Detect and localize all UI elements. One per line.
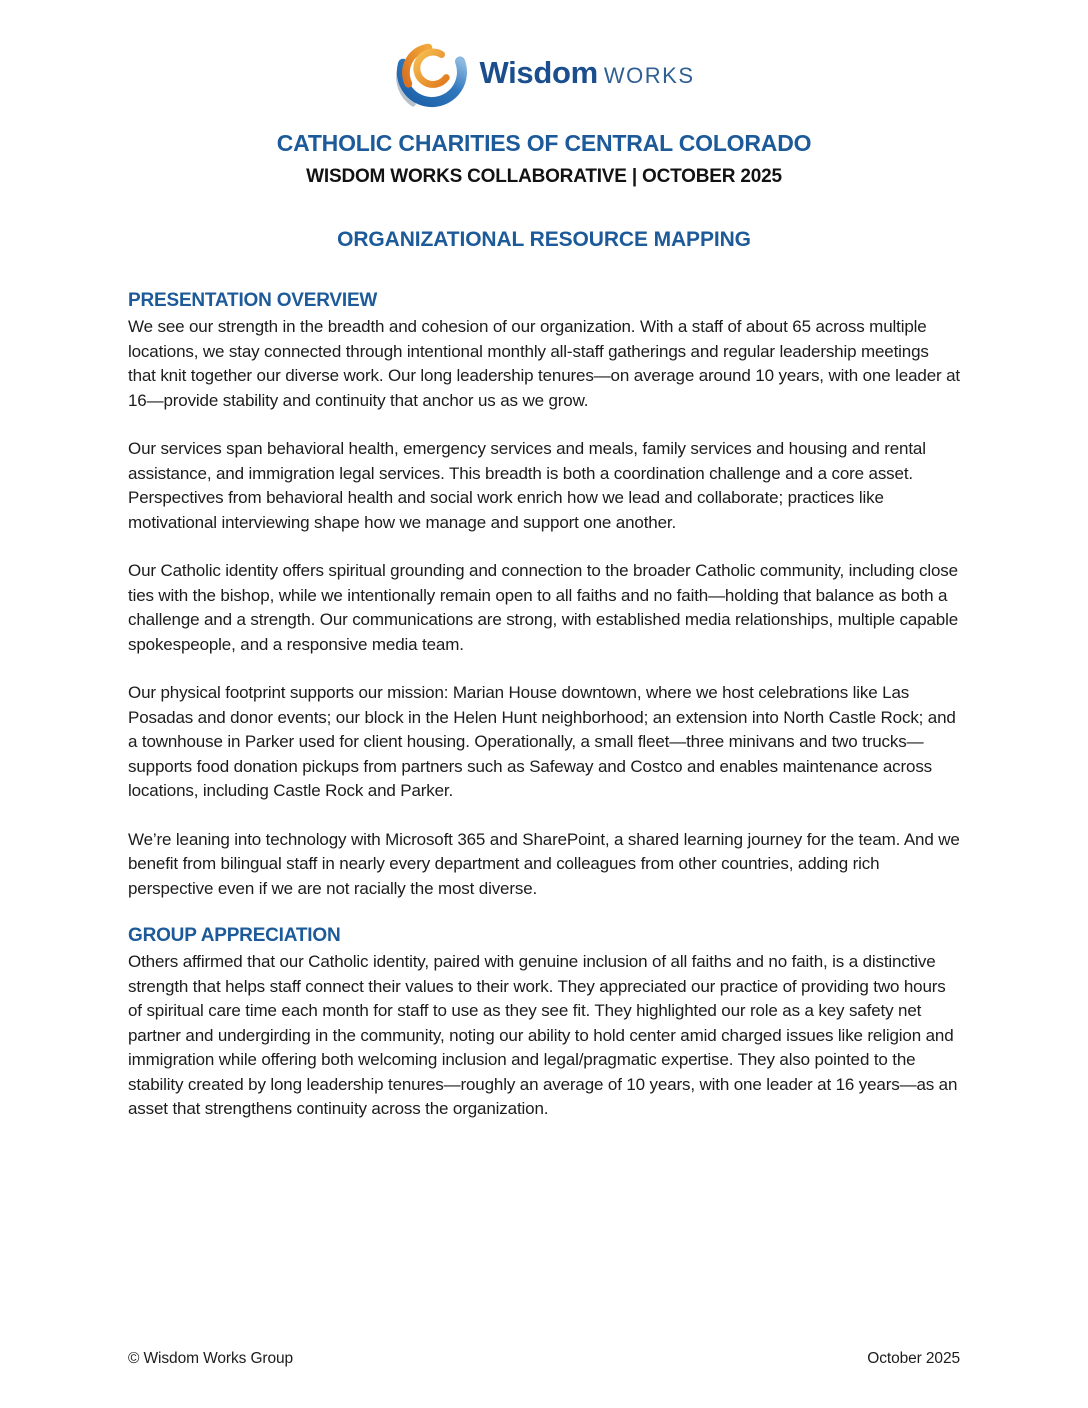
section-heading: PRESENTATION OVERVIEW [128, 290, 378, 311]
logo-works-text: works [603, 55, 695, 90]
logo-wordmark [479, 55, 694, 91]
section-presentation-overview [128, 290, 960, 901]
logo [128, 34, 960, 112]
footer-date: October 2025 [867, 1350, 960, 1367]
paragraph: Our Catholic identity offers spiritual grounding and connection to the broader Catholic community, including close ties with the bishop, while we intentionally remain open to all faiths and no faith—holding that balance as both a challenge and a strength. Our communications are strong, with established media relationships, multiple capable spokespeople, and a responsive media team. [128, 561, 959, 654]
paragraph: We’re leaning into technology with Microsoft 365 and SharePoint, a shared learning journey for the team. And we benefit from bilingual staff in nearly every department and colleagues from other countries, adding rich perspective even if we are not racially the most diverse. [128, 829, 960, 898]
paragraph: We see our strength in the breadth and cohesion of our organization. With a staff of about 65 across multiple locations, we stay connected through intentional monthly all-staff gatherings and regular leadership meetings that knit together our diverse work. Our long leadership tenures—on average around 10 years, with one leader at 16—provide stability and continuity that anchor us as we grow. [128, 317, 960, 410]
page-footer [128, 1350, 960, 1368]
section-heading: GROUP APPRECIATION [128, 925, 341, 946]
wisdom-works-swirl-icon [393, 36, 467, 110]
logo-wisdom-text: Wisdom [479, 55, 598, 90]
organization-title: CATHOLIC CHARITIES OF CENTRAL COLORADO [276, 130, 812, 156]
document-subtitle: WISDOM WORKS COLLABORATIVE | OCTOBER 2025 [306, 166, 782, 187]
paragraph: Our physical footprint supports our mission: Marian House downtown, where we host celebrations like Las Posadas and donor events; our block in the Helen Hunt neighborhood; an extension into North Castle Rock; and a townhouse in Parker used for client housing. Operationally, a small fleet—three minivans and two trucks—supports food donation pickups from partners such as Safeway and Costco and enables maintenance across locations, including Castle Rock and Parker. [128, 683, 956, 800]
document-body [128, 290, 960, 1122]
document-title: ORGANIZATIONAL RESOURCE MAPPING [337, 228, 751, 251]
paragraph: Others affirmed that our Catholic identity, paired with genuine inclusion of all faiths and no faith, is a distinctive strength that helps staff connect their values to their work. They appreciated our practice of providing two hours of spiritual care time each month for staff to use as they see fit. They highlighted our role as a key safety net partner and undergirding in the community, noting our ability to hold center amid charged issues like religion and immigration while offering both welcoming inclusion and legal/pragmatic expertise. They also pointed to the stability created by long leadership tenures—roughly an average of 10 years, with one leader at 16 years—as an asset that strengthens continuity across the organization. [128, 952, 958, 1118]
paragraph: Our services span behavioral health, emergency services and meals, family services and housing and rental assistance, and immigration legal services. This breadth is both a coordination challenge and a core asset. Perspectives from behavioral health and social work enrich how we lead and collaborate; practices like motivational interviewing shape how we manage and support one another. [128, 439, 926, 532]
section-group-appreciation [128, 925, 960, 1122]
footer-copyright: © Wisdom Works Group [128, 1350, 294, 1367]
